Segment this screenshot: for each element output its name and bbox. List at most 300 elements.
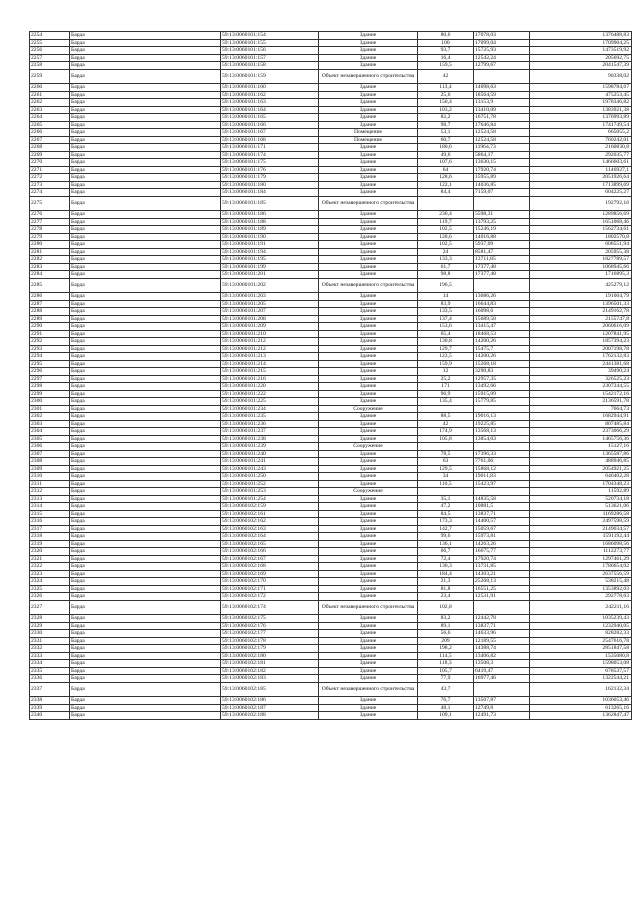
unit-value-cell: 12442,78: [474, 615, 530, 623]
cadastral-number-cell: 59:13:0060102:170: [221, 578, 319, 586]
table-row: [30, 630, 632, 638]
area-cell: 93,7: [418, 47, 474, 55]
unit-value-cell: 8581,47: [474, 248, 530, 256]
cadastral-number-cell: 59:13:0060102:183: [221, 675, 319, 683]
unit-value-cell: 12189,55: [474, 637, 530, 645]
settlement-cell: Барда: [70, 704, 221, 712]
cadastral-value-cell: 1169286,58: [530, 510, 632, 518]
unit-value-cell: 12799,67: [474, 62, 530, 70]
cadastral-value-cell: 1068945,66: [530, 263, 632, 271]
cadastral-number-cell: 59:13:0060101:225: [221, 398, 319, 406]
object-type-cell: Сооружение: [319, 488, 418, 496]
area-cell: 77,9: [418, 675, 474, 683]
cadastral-value-cell: 1473519,92: [530, 47, 632, 55]
area-cell: 128,6: [418, 233, 474, 241]
object-type-cell: Здание: [319, 555, 418, 563]
area-cell: 63: [418, 458, 474, 466]
object-type-cell: Помещение: [319, 129, 418, 137]
object-type-cell: Здание: [319, 645, 418, 653]
settlement-cell: Барда: [70, 256, 221, 264]
settlement-cell: Барда: [70, 503, 221, 511]
cadastral-value-cell: 2051926,64: [530, 174, 632, 182]
cadastral-value-cell: 1365587,86: [530, 450, 632, 458]
object-type-cell: Здание: [319, 712, 418, 720]
unit-value-cell: 15268,18: [474, 360, 530, 368]
unit-value-cell: 17396,33: [474, 450, 530, 458]
settlement-cell: Барда: [70, 315, 221, 323]
settlement-cell: Барда: [70, 32, 221, 40]
unit-value-cell: 13854,03: [474, 435, 530, 443]
cadastral-number-cell: 59:13:0060102:188: [221, 712, 319, 720]
area-cell: 198,2: [418, 645, 474, 653]
cadastral-number-cell: 59:13:0060101:205: [221, 300, 319, 308]
area-cell: 14: [418, 293, 474, 301]
table-row: [30, 390, 632, 398]
cadastral-value-cell: 1542172,16: [530, 390, 632, 398]
cadastral-value-cell: 1146927,1: [530, 166, 632, 174]
settlement-cell: Барда: [70, 465, 221, 473]
table-row: [30, 652, 632, 660]
row-number: 2268: [30, 144, 70, 152]
area-cell: 81,8: [418, 585, 474, 593]
object-type-cell: Здание: [319, 114, 418, 122]
object-type-cell: Здание: [319, 181, 418, 189]
row-number: 2261: [30, 91, 70, 99]
table-row: [30, 136, 632, 144]
settlement-cell: Барда: [70, 241, 221, 249]
cadastral-value-cell: 205692,75: [530, 54, 632, 62]
object-type-cell: Здание: [319, 652, 418, 660]
unit-value-cell: 19011,83: [474, 473, 530, 481]
cadastral-number-cell: 59:13:0060101:179: [221, 174, 319, 182]
cadastral-number-cell: 59:13:0060102:174: [221, 600, 319, 615]
cadastral-value-cell: 1716895,3: [530, 271, 632, 279]
table-row: [30, 91, 632, 99]
cadastral-number-cell: 59:13:0060101:237: [221, 428, 319, 436]
table-row: [30, 420, 632, 428]
object-type-cell: Здание: [319, 226, 418, 234]
cadastral-number-cell: 59:13:0060101:240: [221, 450, 319, 458]
table-row: [30, 578, 632, 586]
table-row: [30, 353, 632, 361]
cadastral-value-cell: 2136591,78: [530, 398, 632, 406]
area-cell: 113,4: [418, 84, 474, 92]
row-number: 2264: [30, 114, 70, 122]
cadastral-value-cell: 2851847,58: [530, 645, 632, 653]
settlement-cell: Барда: [70, 622, 221, 630]
table-row: [30, 667, 632, 675]
row-number: 2265: [30, 121, 70, 129]
unit-value-cell: 12542,24: [474, 54, 530, 62]
row-number: 2293: [30, 345, 70, 353]
table-row: [30, 510, 632, 518]
row-number: 2306: [30, 443, 70, 451]
cadastral-value-cell: 520734,18: [530, 495, 632, 503]
area-cell: 114,5: [418, 652, 474, 660]
area-cell: [418, 405, 474, 413]
row-number: 2326: [30, 593, 70, 601]
object-type-cell: Здание: [319, 458, 418, 466]
settlement-cell: Барда: [70, 226, 221, 234]
settlement-cell: Барда: [70, 121, 221, 129]
settlement-cell: Барда: [70, 345, 221, 353]
settlement-cell: Барда: [70, 181, 221, 189]
unit-value-cell: 12491,73: [474, 712, 530, 720]
object-type-cell: Здание: [319, 151, 418, 159]
cadastral-number-cell: 59:13:0060102:159: [221, 503, 319, 511]
object-type-cell: Здание: [319, 211, 418, 219]
unit-value-cell: 13406,82: [474, 652, 530, 660]
row-number: 2300: [30, 398, 70, 406]
area-cell: 99,6: [418, 533, 474, 541]
settlement-cell: Барда: [70, 540, 221, 548]
area-cell: 84,4: [418, 189, 474, 197]
area-cell: 83,2: [418, 615, 474, 623]
area-cell: 136,1: [418, 540, 474, 548]
cadastral-number-cell: 59:13:0060101:213: [221, 353, 319, 361]
settlement-cell: Барда: [70, 390, 221, 398]
object-type-cell: Здание: [319, 271, 418, 279]
settlement-cell: Барда: [70, 510, 221, 518]
table-row: [30, 196, 632, 211]
settlement-cell: Барда: [70, 323, 221, 331]
object-type-cell: Здание: [319, 308, 418, 316]
table-row: [30, 278, 632, 293]
row-number: 2283: [30, 263, 70, 271]
row-number: 2277: [30, 218, 70, 226]
cadastral-value-cell: 513621,06: [530, 503, 632, 511]
table-row: [30, 645, 632, 653]
row-number: 2321: [30, 555, 70, 563]
table-row: [30, 174, 632, 182]
unit-value-cell: 5598,31: [474, 211, 530, 219]
cadastral-value-cell: 613265,16: [530, 704, 632, 712]
unit-value-cell: [474, 69, 530, 84]
table-row: [30, 211, 632, 219]
unit-value-cell: 25268,13: [474, 578, 530, 586]
object-type-cell: Здание: [319, 106, 418, 114]
object-type-cell: Здание: [319, 345, 418, 353]
table-row: [30, 248, 632, 256]
cadastral-number-cell: 59:13:0060101:253: [221, 488, 319, 496]
area-cell: 64: [418, 166, 474, 174]
unit-value-cell: 17920,74: [474, 166, 530, 174]
cadastral-value-cell: 828282,33: [530, 630, 632, 638]
row-number: 2303: [30, 420, 70, 428]
settlement-cell: Барда: [70, 398, 221, 406]
settlement-cell: Барда: [70, 159, 221, 167]
area-cell: 130,3: [418, 563, 474, 571]
object-type-cell: Здание: [319, 630, 418, 638]
cadastral-value-cell: 242211,16: [530, 600, 632, 615]
cadastral-number-cell: 59:13:0060101:190: [221, 233, 319, 241]
unit-value-cell: 17646,84: [474, 121, 530, 129]
table-row: [30, 563, 632, 571]
row-number: 2291: [30, 330, 70, 338]
settlement-cell: Барда: [70, 600, 221, 615]
table-row: [30, 330, 632, 338]
settlement-cell: Барда: [70, 84, 221, 92]
cadastral-value-cell: 665055,2: [530, 129, 632, 137]
row-number: 2292: [30, 338, 70, 346]
table-row: [30, 360, 632, 368]
settlement-cell: Барда: [70, 630, 221, 638]
cadastral-value-cell: 11592,89: [530, 488, 632, 496]
table-row: [30, 383, 632, 391]
unit-value-cell: 14400,57: [474, 518, 530, 526]
cadastral-number-cell: 59:13:0060101:207: [221, 308, 319, 316]
cadastral-number-cell: 59:13:0060102:180: [221, 652, 319, 660]
object-type-cell: Объект незавершенного строительства: [319, 278, 418, 293]
unit-value-cell: 14835,58: [474, 495, 530, 503]
unit-value-cell: [474, 278, 530, 293]
object-type-cell: Здание: [319, 473, 418, 481]
unit-value-cell: 18564,59: [474, 91, 530, 99]
object-type-cell: Здание: [319, 248, 418, 256]
area-cell: 98,8: [418, 271, 474, 279]
cadastral-value-cell: 2160830,8: [530, 144, 632, 152]
cadastral-value-cell: 1322544,21: [530, 675, 632, 683]
table-row: [30, 256, 632, 264]
object-type-cell: Здание: [319, 263, 418, 271]
settlement-cell: Барда: [70, 174, 221, 182]
object-type-cell: Здание: [319, 159, 418, 167]
row-number: 2298: [30, 383, 70, 391]
cadastral-number-cell: 59:13:0060101:194: [221, 248, 319, 256]
row-number: 2328: [30, 615, 70, 623]
object-type-cell: Здание: [319, 450, 418, 458]
row-number: 2313: [30, 495, 70, 503]
cadastral-number-cell: 59:13:0060102:172: [221, 593, 319, 601]
unit-value-cell: 14303,21: [474, 570, 530, 578]
area-cell: 153,6: [418, 323, 474, 331]
cadastral-value-cell: 162132,34: [530, 682, 632, 697]
cadastral-number-cell: 59:13:0060101:254: [221, 495, 319, 503]
cadastral-number-cell: 59:13:0060101:234: [221, 405, 319, 413]
cadastral-value-cell: 807485,84: [530, 420, 632, 428]
unit-value-cell: 13507,87: [474, 697, 530, 705]
unit-value-cell: 15915,09: [474, 390, 530, 398]
area-cell: 130,8: [418, 338, 474, 346]
object-type-cell: Здание: [319, 622, 418, 630]
cadastral-number-cell: 59:13:0060102:187: [221, 704, 319, 712]
unit-value-cell: 15689,58: [474, 315, 530, 323]
table-row: [30, 338, 632, 346]
object-type-cell: Здание: [319, 615, 418, 623]
settlement-cell: Барда: [70, 54, 221, 62]
object-type-cell: Здание: [319, 375, 418, 383]
object-type-cell: Здание: [319, 548, 418, 556]
table-row: [30, 675, 632, 683]
cadastral-number-cell: 59:13:0060101:160: [221, 84, 319, 92]
row-number: 2288: [30, 308, 70, 316]
unit-value-cell: 13731,85: [474, 563, 530, 571]
cadastral-number-cell: 59:13:0060101:174: [221, 151, 319, 159]
row-number: 2275: [30, 196, 70, 211]
unit-value-cell: 14633,96: [474, 630, 530, 638]
cadastral-number-cell: 59:13:0060102:186: [221, 697, 319, 705]
row-number: 2259: [30, 69, 70, 84]
table-row: [30, 458, 632, 466]
table-row: [30, 293, 632, 301]
object-type-cell: Здание: [319, 585, 418, 593]
table-row: [30, 47, 632, 55]
cadastral-value-cell: 1857394,23: [530, 338, 632, 346]
unit-value-cell: 17099,04: [474, 39, 530, 47]
unit-value-cell: 7761,06: [474, 458, 530, 466]
cadastral-value-cell: 1112273,77: [530, 548, 632, 556]
row-number: 2289: [30, 315, 70, 323]
row-number: 2286: [30, 293, 70, 301]
table-row: [30, 593, 632, 601]
table-row: [30, 540, 632, 548]
settlement-cell: Барда: [70, 405, 221, 413]
object-type-cell: Здание: [319, 54, 418, 62]
table-row: [30, 368, 632, 376]
cadastral-value-cell: 1651068,46: [530, 218, 632, 226]
object-type-cell: Здание: [319, 667, 418, 675]
cadastral-value-cell: 760242,01: [530, 136, 632, 144]
settlement-cell: Барда: [70, 47, 221, 55]
unit-value-cell: 17078,03: [474, 32, 530, 40]
cadastral-number-cell: 59:13:0060101:250: [221, 473, 319, 481]
object-type-cell: Здание: [319, 413, 418, 421]
unit-value-cell: [474, 600, 530, 615]
object-type-cell: Объект незавершенного строительства: [319, 682, 418, 697]
object-type-cell: Здание: [319, 510, 418, 518]
area-cell: 129,5: [418, 465, 474, 473]
unit-value-cell: 15955,89: [474, 174, 530, 182]
area-cell: 102,5: [418, 241, 474, 249]
cadastral-number-cell: 59:13:0060101:220: [221, 383, 319, 391]
cadastral-value-cell: 1682944,91: [530, 413, 632, 421]
settlement-cell: Барда: [70, 570, 221, 578]
cadastral-value-cell: 678537,57: [530, 667, 632, 675]
cadastral-value-cell: 1562734,61: [530, 226, 632, 234]
cadastral-number-cell: 59:13:0060101:201: [221, 271, 319, 279]
table-row: [30, 181, 632, 189]
settlement-cell: Барда: [70, 443, 221, 451]
row-number: 2284: [30, 271, 70, 279]
area-cell: 21,3: [418, 578, 474, 586]
settlement-cell: Барда: [70, 360, 221, 368]
unit-value-cell: 14200,26: [474, 338, 530, 346]
object-type-cell: Здание: [319, 353, 418, 361]
row-number: 2267: [30, 136, 70, 144]
row-number: 2307: [30, 450, 70, 458]
cadastral-value-cell: 192792,16: [530, 196, 632, 211]
row-number: 2271: [30, 166, 70, 174]
table-row: [30, 345, 632, 353]
cadastral-number-cell: 59:13:0060102:164: [221, 533, 319, 541]
row-number: 2274: [30, 189, 70, 197]
unit-value-cell: [474, 488, 530, 496]
table-row: [30, 585, 632, 593]
object-type-cell: Здание: [319, 189, 418, 197]
cadastral-number-cell: 59:13:0060101:189: [221, 226, 319, 234]
table-row: [30, 129, 632, 137]
cadastral-value-cell: 1376993,89: [530, 114, 632, 122]
object-type-cell: Здание: [319, 241, 418, 249]
row-number: 2282: [30, 256, 70, 264]
row-number: 2262: [30, 99, 70, 107]
cadastral-number-cell: 59:13:0060101:171: [221, 144, 319, 152]
row-number: 2312: [30, 488, 70, 496]
area-cell: 76,7: [418, 697, 474, 705]
object-type-cell: Объект незавершенного строительства: [319, 196, 418, 211]
cadastral-value-cell: 1762132,83: [530, 353, 632, 361]
row-number: 2297: [30, 375, 70, 383]
area-cell: 196,5: [418, 278, 474, 293]
table-row: [30, 300, 632, 308]
settlement-cell: Барда: [70, 353, 221, 361]
settlement-cell: Барда: [70, 578, 221, 586]
settlement-cell: Барда: [70, 555, 221, 563]
settlement-cell: Барда: [70, 615, 221, 623]
cadastral-value-cell: 604225,27: [530, 189, 632, 197]
row-number: 2266: [30, 129, 70, 137]
area-cell: 119,7: [418, 218, 474, 226]
cadastral-value-cell: 39490,24: [530, 368, 632, 376]
cadastral-value-cell: 1827789,57: [530, 256, 632, 264]
area-cell: 66,7: [418, 548, 474, 556]
table-row: [30, 54, 632, 62]
row-number: 2295: [30, 360, 70, 368]
cadastral-number-cell: 59:13:0060101:165: [221, 114, 319, 122]
settlement-cell: Барда: [70, 166, 221, 174]
cadastral-number-cell: 59:13:0060102:166: [221, 548, 319, 556]
settlement-cell: Барда: [70, 91, 221, 99]
cadastral-number-cell: 59:13:0060101:166: [221, 121, 319, 129]
cadastral-number-cell: 59:13:0060101:162: [221, 91, 319, 99]
table-row: [30, 413, 632, 421]
table-row: [30, 600, 632, 615]
area-cell: 60,7: [418, 136, 474, 144]
row-number: 2338: [30, 697, 70, 705]
cadastral-value-cell: 1376488,83: [530, 32, 632, 40]
settlement-cell: Барда: [70, 518, 221, 526]
row-number: 2339: [30, 704, 70, 712]
area-cell: 135,4: [418, 398, 474, 406]
table-row: [30, 525, 632, 533]
row-number: 2332: [30, 645, 70, 653]
unit-value-cell: 19016,13: [474, 413, 530, 421]
table-row: [30, 308, 632, 316]
cadastral-number-cell: 59:13:0060101:167: [221, 129, 319, 137]
cadastral-number-cell: 59:13:0060101:243: [221, 465, 319, 473]
table-row: [30, 151, 632, 159]
cadastral-value-cell: 1232940,05: [530, 622, 632, 630]
area-cell: 25,2: [418, 375, 474, 383]
area-cell: 209: [418, 637, 474, 645]
row-number: 2314: [30, 503, 70, 511]
cadastral-value-cell: 538215,48: [530, 578, 632, 586]
area-cell: 88,5: [418, 413, 474, 421]
settlement-cell: Барда: [70, 129, 221, 137]
cadastral-value-cell: 1741749,54: [530, 121, 632, 129]
table-row: [30, 121, 632, 129]
settlement-cell: Барда: [70, 413, 221, 421]
area-cell: 122,1: [418, 181, 474, 189]
area-cell: 12: [418, 368, 474, 376]
row-number: 2276: [30, 211, 70, 219]
cadastral-value-cell: 1207841,95: [530, 330, 632, 338]
table-row: [30, 533, 632, 541]
cadastral-value-cell: 2497598,59: [530, 518, 632, 526]
unit-value-cell: 16551,25: [474, 585, 530, 593]
unit-value-cell: [474, 443, 530, 451]
table-row: [30, 480, 632, 488]
